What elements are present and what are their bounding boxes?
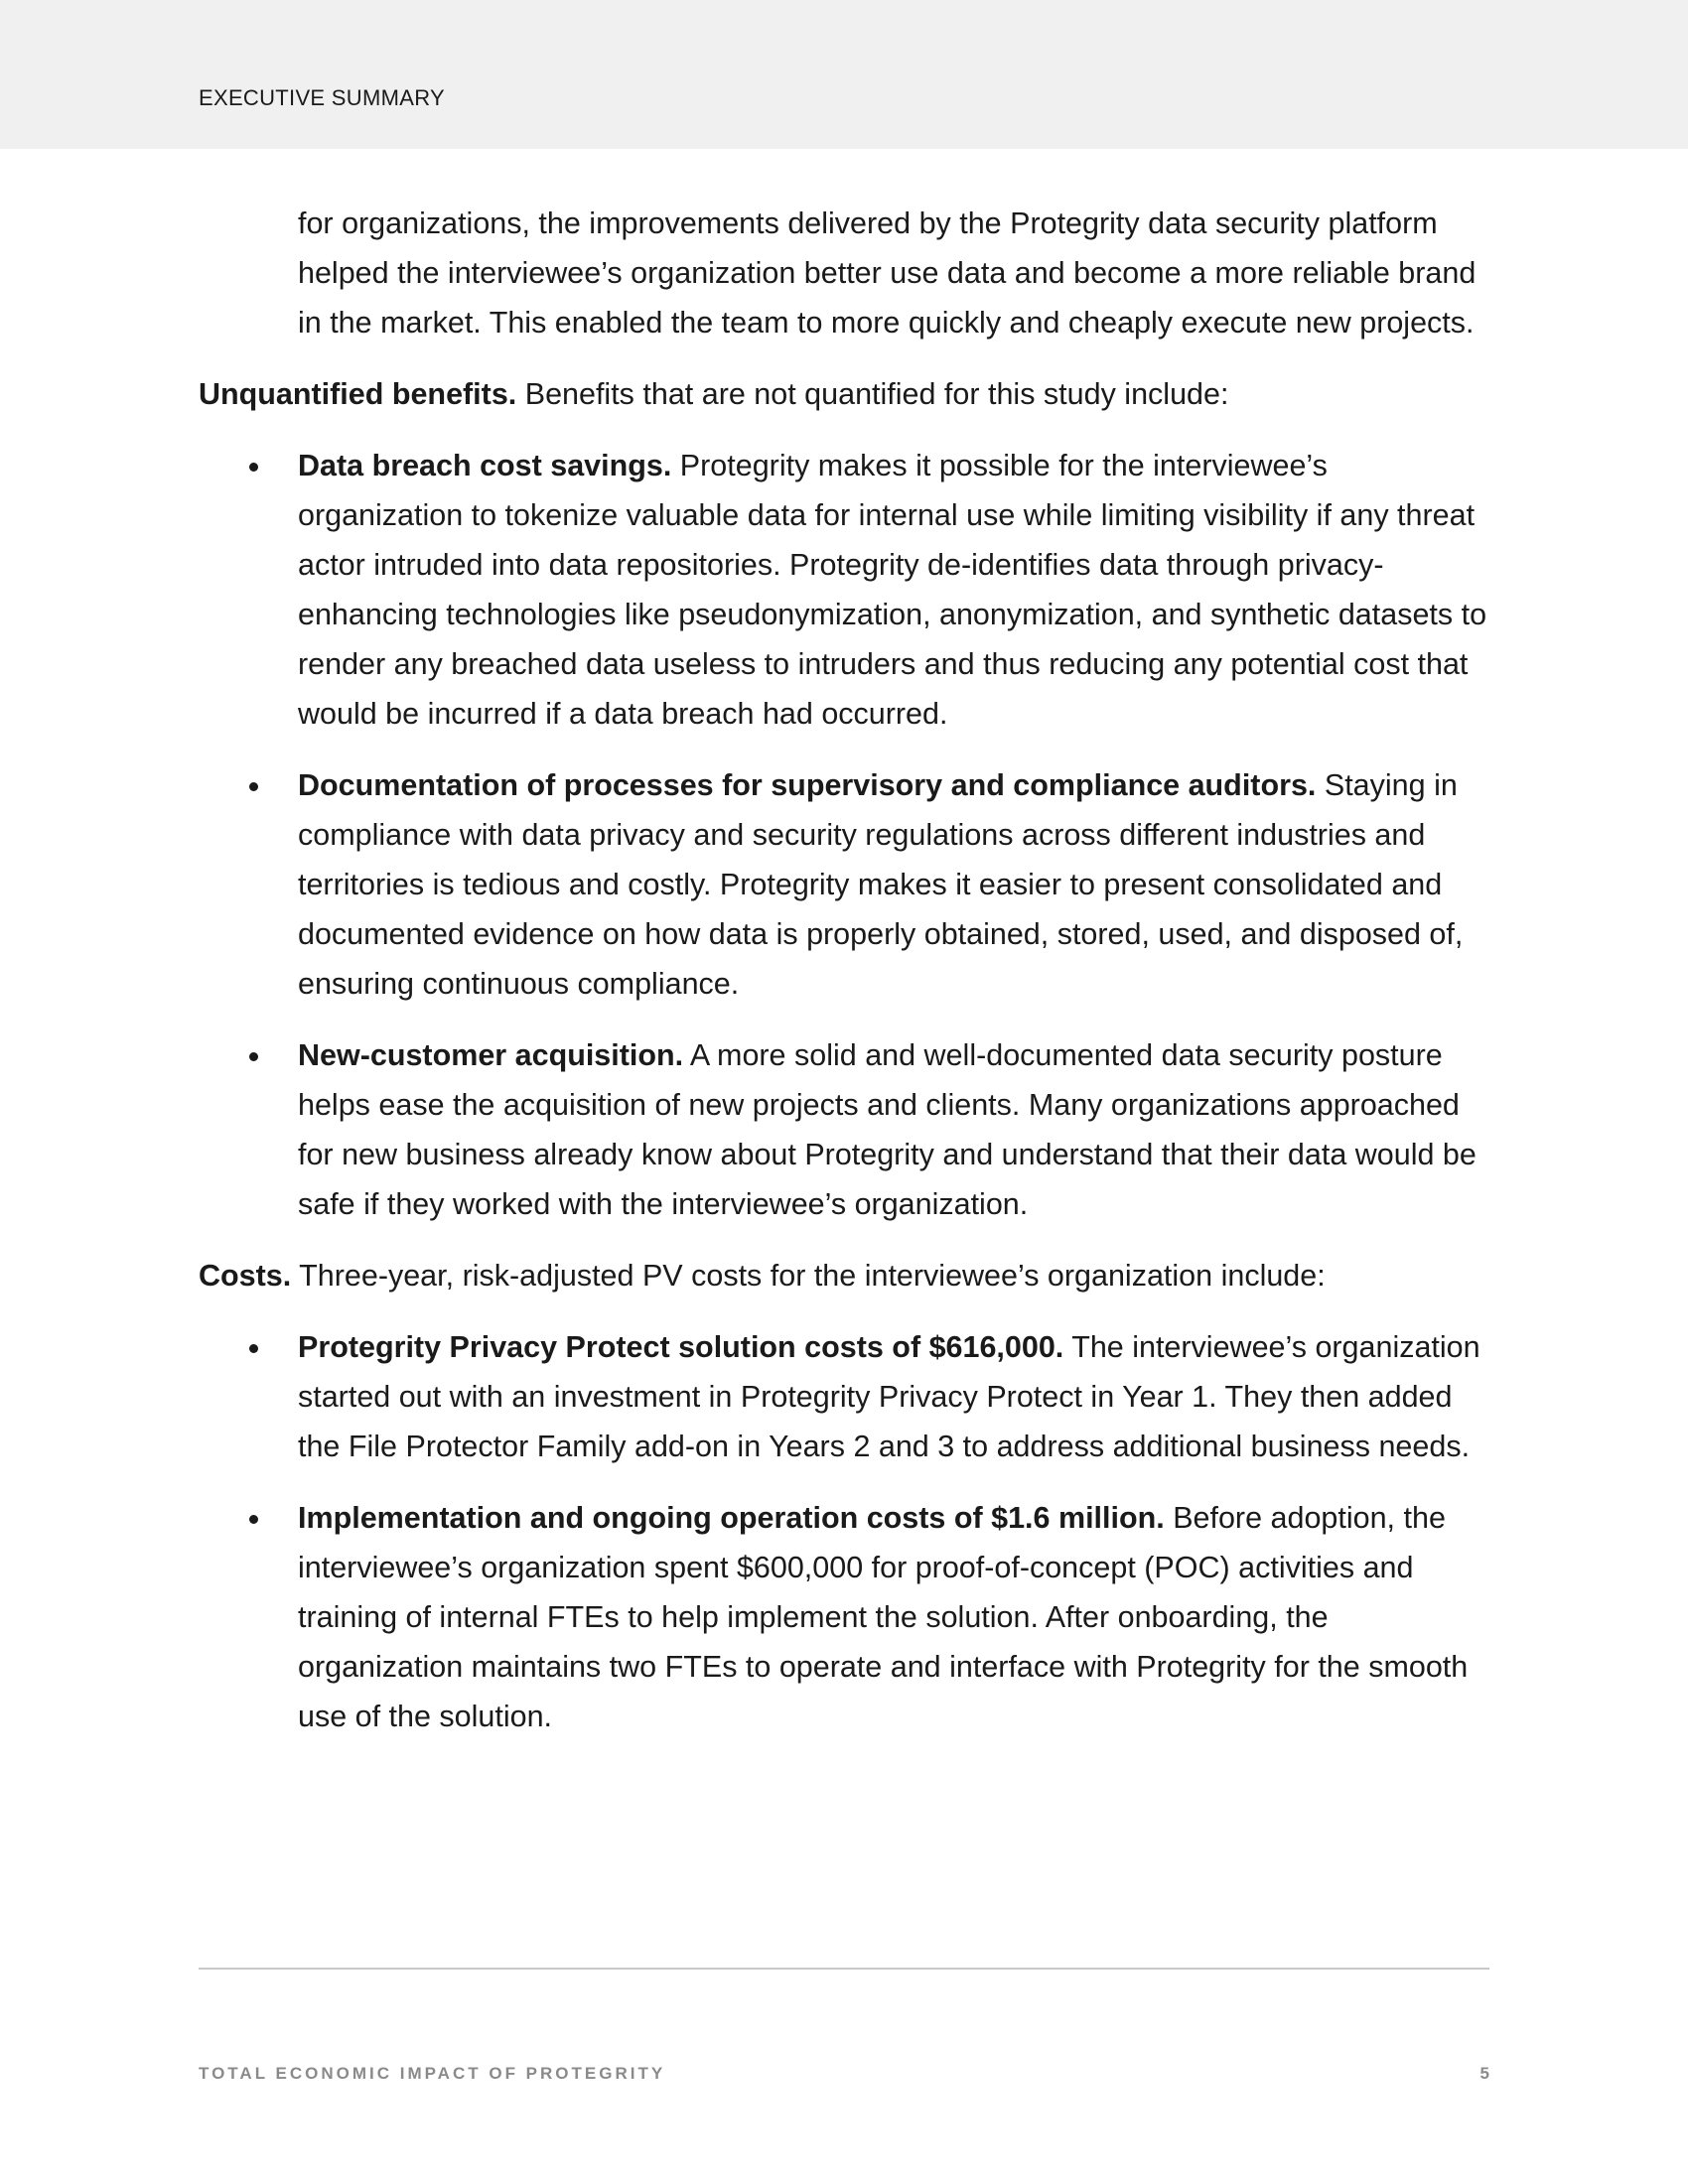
list-item-title: New-customer acquisition.	[298, 1038, 684, 1072]
page-number: 5	[1479, 2064, 1489, 2083]
costs-paragraph	[199, 1251, 1489, 1300]
list-item-text: Protegrity makes it possible for the interviewee’s organization to tokenize valuable data for internal use while limiting visibility if any threat actor intruded into data repositories. Protegrity de-identifies data through privacy-enhancing technologies like pseudonymization, anonymization, and synthetic datasets to render any breached data useless to intruders and thus reducing any potential cost that would be incurred if a data breach had occurred.	[298, 449, 1487, 731]
unquantified-benefits-paragraph	[199, 369, 1489, 419]
footer-document-title: TOTAL ECONOMIC IMPACT OF PROTEGRITY	[199, 2064, 666, 2083]
list-item-title: Implementation and ongoing operation costs of $1.6 million.	[298, 1501, 1165, 1535]
bullet-icon	[249, 463, 258, 472]
unquantified-benefits-list	[199, 441, 1489, 1229]
bullet-icon	[249, 782, 258, 791]
section-header-title: EXECUTIVE SUMMARY	[199, 85, 445, 110]
list-item-text: Before adoption, the interviewee’s organization spent $600,000 for proof-of-concept (POC) activities and training of internal FTEs to help implement the solution. After onboarding, the organization maintains two FTEs to operate and interface with Protegrity for the smooth use of the solution.	[298, 1501, 1469, 1733]
list-item	[199, 1030, 1489, 1229]
costs-intro: Three-year, risk-adjusted PV costs for the interviewee’s organization include:	[291, 1259, 1326, 1293]
costs-list	[199, 1322, 1489, 1741]
list-item-title: Data breach cost savings.	[298, 449, 672, 482]
list-item	[199, 1493, 1489, 1741]
costs-heading: Costs.	[199, 1259, 292, 1293]
unquantified-benefits-intro: Benefits that are not quantified for this study include:	[516, 377, 1229, 411]
page-header	[0, 0, 1688, 149]
bullet-icon	[249, 1515, 258, 1524]
intro-continued-paragraph: for organizations, the improvements delivered by the Protegrity data security platform helped the interviewee’s organization better use data and become a more reliable brand in the market. This enabled the team to more quickly and cheaply execute new projects.	[298, 206, 1477, 340]
bullet-icon	[249, 1344, 258, 1353]
document-body	[199, 199, 1489, 1763]
bullet-icon	[249, 1052, 258, 1061]
list-item-text: The interviewee’s organization started out with an investment in Protegrity Privacy Protect in Year 1. They then added the File Protector Family add-on in Years 2 and 3 to address additional business needs.	[298, 1330, 1480, 1463]
unquantified-benefits-heading: Unquantified benefits.	[199, 377, 517, 411]
list-item	[199, 441, 1489, 739]
list-item	[199, 1322, 1489, 1471]
list-item-title: Protegrity Privacy Protect solution costs of $616,000.	[298, 1330, 1064, 1364]
list-item	[199, 760, 1489, 1009]
footer-divider	[199, 1968, 1489, 1970]
list-item-text: Staying in compliance with data privacy and security regulations across different industries and territories is tedious and costly. Protegrity makes it easier to present consolidated and documented evidence on how data is properly obtained, stored, used, and disposed of, ensuring continuous compliance.	[298, 768, 1464, 1001]
list-item-text: A more solid and well-documented data security posture helps ease the acquisition of new projects and clients. Many organizations approached for new business already know about Protegrity and understand that their data would be safe if they worked with the interviewee’s organization.	[298, 1038, 1477, 1221]
list-item-title: Documentation of processes for supervisory and compliance auditors.	[298, 768, 1317, 802]
